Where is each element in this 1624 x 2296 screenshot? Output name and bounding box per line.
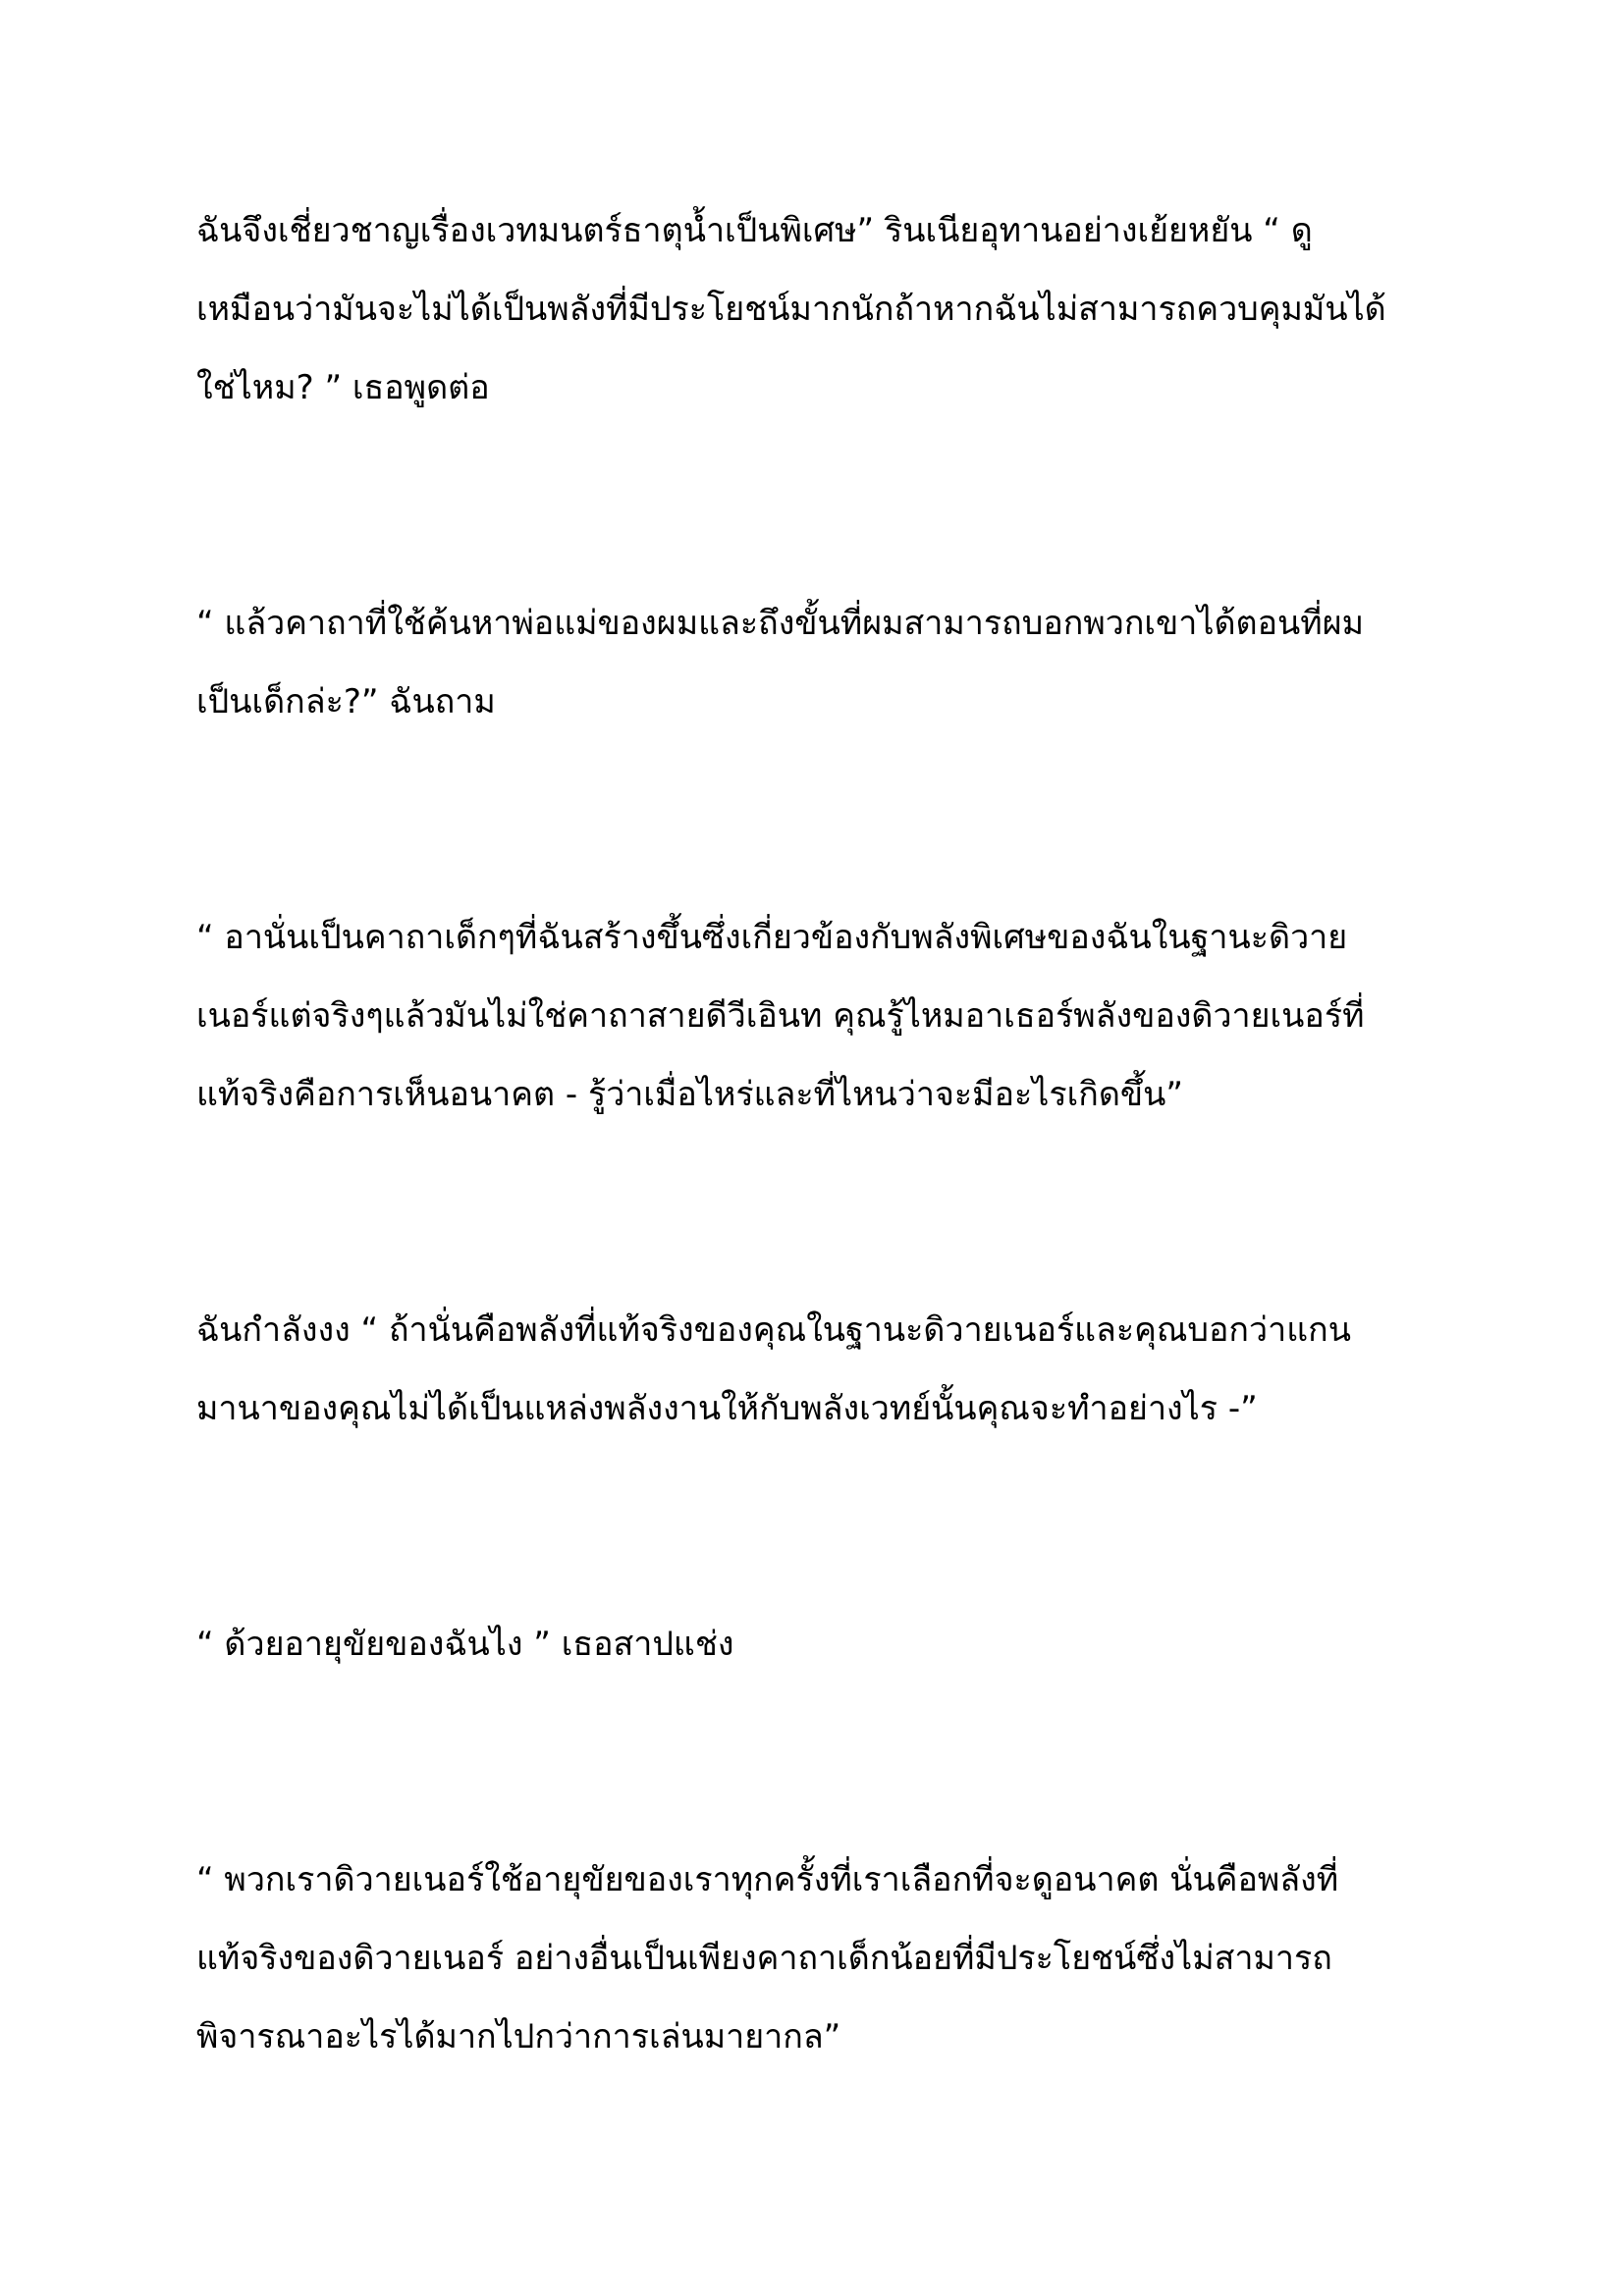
paragraph-spacer xyxy=(196,1448,1463,1605)
paragraph-spacer xyxy=(196,741,1463,898)
text-line: ฉันจึงเชี่ยวชาญเรื่องเวทมนตร์ธาตุน้ำเป็นพิเศษ” รินเนียอุทานอย่างเย้ยหยัน “ ดู xyxy=(196,211,1313,250)
text-line: มานาของคุณไม่ได้เป็นแหล่งพลังงานให้กับพลังเวทย์นั้นคุณจะทำอย่างไร -” xyxy=(196,1389,1258,1428)
paragraph-spacer xyxy=(196,427,1463,584)
paragraph-2 xyxy=(196,584,1463,741)
story-text xyxy=(196,191,1463,2076)
text-line: เป็นเด็กล่ะ?” ฉันถาม xyxy=(196,682,496,721)
text-line: แท้จริงคือการเห็นอนาคต - รู้ว่าเมื่อไหร่และที่ไหนว่าจะมีอะไรเกิดขึ้น” xyxy=(196,1075,1184,1114)
text-line: “ แล้วคาถาที่ใช้ค้นหาพ่อแม่ของผมและถึงขั้นที่ผมสามารถบอกพวกเขาได้ตอนที่ผม xyxy=(196,604,1365,643)
text-line: ใช่ไหม? ” เธอพูดต่อ xyxy=(196,368,490,407)
paragraph-spacer xyxy=(196,1134,1463,1291)
paragraph-6 xyxy=(196,1841,1463,2076)
paragraph-3 xyxy=(196,898,1463,1134)
paragraph-1 xyxy=(196,191,1463,427)
paragraph-5 xyxy=(196,1605,1463,1683)
text-line: แท้จริงของดิวายเนอร์ อย่างอื่นเป็นเพียงคาถาเด็กน้อยที่มีประโยชน์ซึ่งไม่สามารถ xyxy=(196,1939,1332,1978)
text-line: เหมือนว่ามันจะไม่ได้เป็นพลังที่มีประโยชน์มากนักถ้าหากฉันไม่สามารถควบคุมมันได้ xyxy=(196,290,1386,329)
text-line: ฉันกำลังงง “ ถ้านั่นคือพลังที่แท้จริงของคุณในฐานะดิวายเนอร์และคุณบอกว่าแกน xyxy=(196,1310,1351,1350)
text-line: พิจารณาอะไรได้มากไปกว่าการเล่นมายากล” xyxy=(196,2017,841,2056)
paragraph-4 xyxy=(196,1291,1463,1448)
text-line: “ อานั่นเป็นคาถาเด็กๆที่ฉันสร้างขึ้นซึ่งเกี่ยวข้องกับพลังพิเศษของฉันในฐานะดิวาย xyxy=(196,918,1348,957)
paragraph-spacer xyxy=(196,1683,1463,1841)
text-line: “ ด้วยอายุขัยของฉันไง ” เธอสาปแช่ง xyxy=(196,1625,734,1664)
text-line: “ พวกเราดิวายเนอร์ใช้อายุขัยของเราทุกครั้งที่เราเลือกที่จะดูอนาคต นั่นคือพลังที่ xyxy=(196,1860,1339,1899)
text-line: เนอร์แต่จริงๆแล้วมันไม่ใช่คาถาสายดีวีเอินท คุณรู้ไหมอาเธอร์พลังของดิวายเนอร์ที่ xyxy=(196,996,1365,1036)
